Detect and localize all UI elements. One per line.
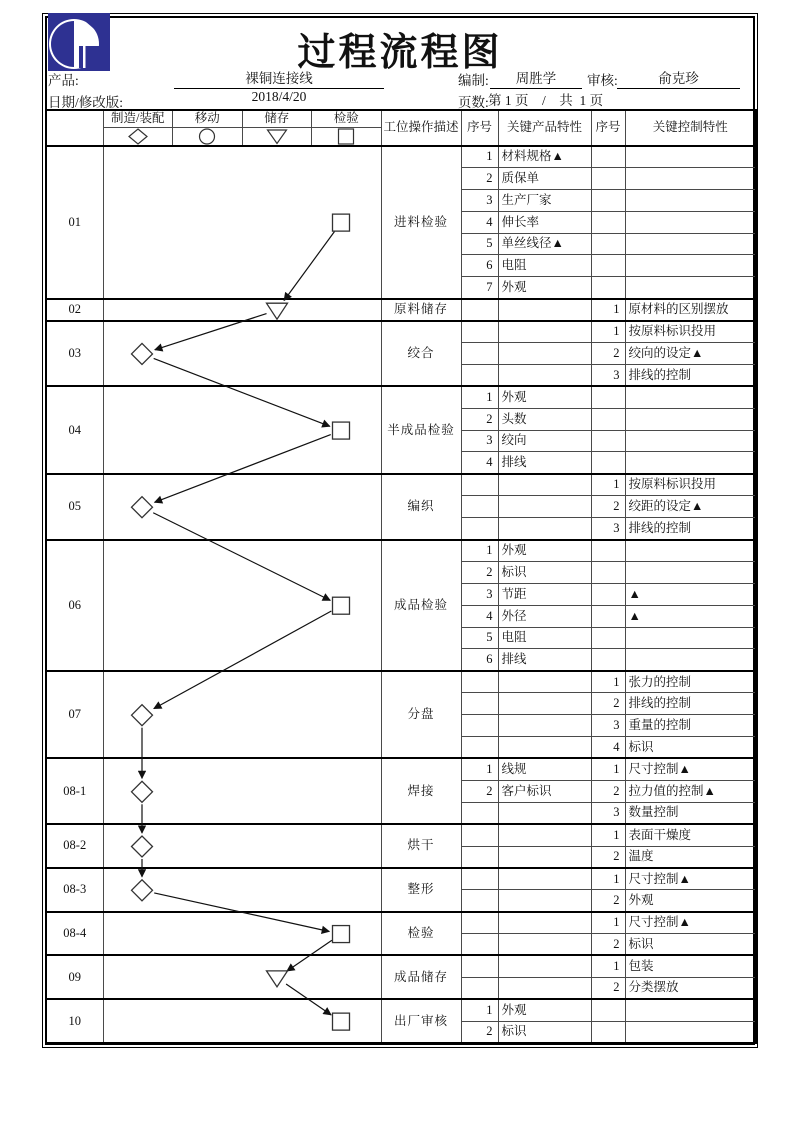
row-number: 06 [46,540,103,671]
product-seq [461,977,498,999]
row-number: 03 [46,321,103,387]
control-feature: 温度 [625,846,756,868]
control-feature: 尺寸控制▲ [625,758,756,780]
process-desc: 分盘 [381,671,461,759]
product-seq: 1 [461,999,498,1021]
product-seq: 5 [461,233,498,255]
process-desc: 成品储存 [381,955,461,999]
control-seq [591,277,625,299]
product-seq: 1 [461,758,498,780]
control-seq: 1 [591,868,625,890]
control-feature [625,255,756,277]
product-seq [461,912,498,934]
product-feature: 电阻 [498,627,591,649]
product-feature: 排线 [498,452,591,474]
flow-cell [103,299,381,321]
process-desc: 原料储存 [381,299,461,321]
control-feature: 绞距的设定▲ [625,496,756,518]
product-feature [498,890,591,912]
product-seq [461,824,498,846]
row-number: 04 [46,386,103,474]
control-seq [591,146,625,168]
control-seq [591,999,625,1021]
row-number: 01 [46,146,103,299]
product-feature [498,977,591,999]
product-seq [461,715,498,737]
product-seq: 1 [461,386,498,408]
control-feature [625,999,756,1021]
control-seq [591,605,625,627]
control-feature [625,146,756,168]
control-seq [591,408,625,430]
control-seq [591,211,625,233]
row-number: 08-4 [46,912,103,956]
control-seq: 2 [591,934,625,956]
control-feature: 绞向的设定▲ [625,343,756,365]
control-feature: ▲ [625,583,756,605]
process-desc: 半成品检验 [381,386,461,474]
product-feature [498,846,591,868]
product-feature: 生产厂家 [498,189,591,211]
product-feature [498,364,591,386]
product-seq: 3 [461,430,498,452]
control-feature: 分类摆放 [625,977,756,999]
date-label: 日期/修改版: [48,95,124,110]
control-feature: 按原料标识投用 [625,321,756,343]
product-feature [498,299,591,321]
control-feature: 标识 [625,934,756,956]
control-seq [591,452,625,474]
product-seq [461,299,498,321]
product-feature [498,518,591,540]
control-feature [625,277,756,299]
pages-label: 页数: [458,95,489,110]
control-feature [625,211,756,233]
corner-header-cell [46,110,103,146]
control-feature: ▲ [625,605,756,627]
control-feature: 表面干燥度 [625,824,756,846]
flow-cell [103,999,381,1043]
control-feature: 外观 [625,890,756,912]
product-feature [498,737,591,759]
control-seq: 2 [591,343,625,365]
product-seq [461,934,498,956]
product-seq [461,802,498,824]
control-seq: 1 [591,758,625,780]
product-seq [461,955,498,977]
product-feature: 节距 [498,583,591,605]
product-feature: 质保单 [498,167,591,189]
product-feature [498,343,591,365]
product-feature: 绞向 [498,430,591,452]
control-feature: 数量控制 [625,802,756,824]
product-seq: 4 [461,211,498,233]
control-feature [625,167,756,189]
control-seq: 2 [591,496,625,518]
control-feature: 尺寸控制▲ [625,868,756,890]
control-seq [591,583,625,605]
product-seq: 4 [461,452,498,474]
product-seq [461,671,498,693]
product-feature [498,693,591,715]
circle-icon [173,127,243,146]
product-seq [461,846,498,868]
product-seq: 2 [461,780,498,802]
product-seq [461,737,498,759]
process-desc: 编织 [381,474,461,540]
row-number: 02 [46,299,103,321]
flow-cell [103,474,381,540]
header-key-product-feature: 关键产品特性 [498,110,591,146]
control-feature [625,233,756,255]
product-feature: 单丝线径▲ [498,233,591,255]
header-key-control-feature: 关键控制特性 [625,110,756,146]
product-feature: 外观 [498,386,591,408]
control-seq: 2 [591,693,625,715]
product-seq: 6 [461,649,498,671]
product-value: 裸铜连接线 [174,67,384,89]
diamond-icon [103,127,173,146]
product-feature [498,715,591,737]
product-seq [461,518,498,540]
row-number: 08-1 [46,758,103,824]
control-seq: 1 [591,824,625,846]
control-feature: 排线的控制 [625,364,756,386]
header-seq-2: 序号 [591,110,625,146]
control-seq: 1 [591,321,625,343]
product-feature [498,496,591,518]
flow-cell [103,955,381,999]
process-desc: 进料检验 [381,146,461,299]
header-operation-desc: 工位操作描述 [381,110,461,146]
control-feature [625,386,756,408]
control-seq [591,430,625,452]
product-feature [498,934,591,956]
product-seq [461,364,498,386]
product-seq: 1 [461,146,498,168]
control-seq [591,540,625,562]
control-feature [625,1021,756,1043]
product-feature [498,671,591,693]
row-number: 05 [46,474,103,540]
control-feature [625,189,756,211]
header-move: 移动 [173,110,243,127]
flow-cell [103,824,381,868]
control-feature: 张力的控制 [625,671,756,693]
control-feature: 包装 [625,955,756,977]
product-seq: 4 [461,605,498,627]
control-seq [591,189,625,211]
control-feature [625,430,756,452]
control-feature: 原材料的区别摆放 [625,299,756,321]
product-seq [461,474,498,496]
control-seq: 4 [591,737,625,759]
control-feature: 排线的控制 [625,518,756,540]
row-number: 09 [46,955,103,999]
control-feature [625,452,756,474]
product-feature: 伸长率 [498,211,591,233]
control-seq: 1 [591,474,625,496]
product-seq: 6 [461,255,498,277]
product-feature [498,321,591,343]
row-number: 08-2 [46,824,103,868]
process-desc: 检验 [381,912,461,956]
product-feature: 线规 [498,758,591,780]
product-feature: 外观 [498,540,591,562]
flow-cell [103,868,381,912]
flow-cell [103,671,381,759]
product-feature: 头数 [498,408,591,430]
date-value: 2018/4/20 [251,89,307,104]
flow-cell [103,540,381,671]
reviewer-value: 俞克珍 [617,67,740,89]
product-feature: 客户标识 [498,780,591,802]
product-seq: 3 [461,583,498,605]
product-seq: 7 [461,277,498,299]
control-feature: 按原料标识投用 [625,474,756,496]
product-seq: 5 [461,627,498,649]
control-seq: 2 [591,846,625,868]
control-seq [591,1021,625,1043]
process-desc: 烘干 [381,824,461,868]
product-seq [461,890,498,912]
author-label: 编制: [458,73,489,88]
triangle-icon [242,127,312,146]
product-seq: 2 [461,167,498,189]
control-seq [591,167,625,189]
process-desc: 焊接 [381,758,461,824]
control-seq: 1 [591,955,625,977]
control-feature: 标识 [625,737,756,759]
product-seq [461,868,498,890]
control-seq [591,649,625,671]
product-feature: 标识 [498,561,591,583]
product-seq: 1 [461,540,498,562]
control-seq: 1 [591,912,625,934]
row-number: 08-3 [46,868,103,912]
product-seq: 3 [461,189,498,211]
author-value: 周胜学 [490,67,582,89]
product-seq: 2 [461,1021,498,1043]
control-feature [625,408,756,430]
control-feature [625,540,756,562]
flow-cell [103,386,381,474]
pages-value: 第 1 页 / 共 1 页 [488,89,740,110]
header-storage: 储存 [242,110,312,127]
product-feature [498,868,591,890]
control-seq: 1 [591,671,625,693]
page-title: 过程流程图 [297,32,503,74]
header-inspection: 检验 [312,110,382,127]
header-seq-1: 序号 [461,110,498,146]
control-seq: 2 [591,780,625,802]
control-seq: 3 [591,364,625,386]
product-seq [461,693,498,715]
product-seq [461,496,498,518]
control-seq: 2 [591,977,625,999]
control-feature: 尺寸控制▲ [625,912,756,934]
control-seq: 2 [591,890,625,912]
product-feature: 外观 [498,277,591,299]
control-feature: 重量的控制 [625,715,756,737]
control-seq: 3 [591,802,625,824]
process-desc: 绞合 [381,321,461,387]
product-feature [498,824,591,846]
control-seq [591,255,625,277]
row-number: 10 [46,999,103,1043]
control-seq [591,233,625,255]
product-feature [498,802,591,824]
product-feature [498,474,591,496]
product-feature [498,912,591,934]
product-feature: 外径 [498,605,591,627]
square-icon [312,127,382,146]
flow-cell [103,321,381,387]
header-manufacture-assembly: 制造/装配 [103,110,173,127]
product-feature: 材料规格▲ [498,146,591,168]
product-feature: 排线 [498,649,591,671]
product-seq: 2 [461,408,498,430]
process-desc: 出厂审核 [381,999,461,1043]
product-seq [461,321,498,343]
process-flow-table [45,109,757,1044]
product-seq [461,343,498,365]
reviewer-label: 审核: [587,73,618,88]
control-feature [625,649,756,671]
control-feature [625,561,756,583]
process-desc: 整形 [381,868,461,912]
control-seq: 3 [591,715,625,737]
control-seq: 3 [591,518,625,540]
control-seq [591,561,625,583]
control-seq [591,627,625,649]
flow-cell [103,758,381,824]
product-feature [498,955,591,977]
row-number: 07 [46,671,103,759]
product-seq: 2 [461,561,498,583]
control-feature [625,627,756,649]
product-feature: 标识 [498,1021,591,1043]
product-feature: 外观 [498,999,591,1021]
control-seq: 1 [591,299,625,321]
flow-cell [103,146,381,299]
product-label: 产品: [48,73,79,88]
control-feature: 排线的控制 [625,693,756,715]
flow-cell [103,912,381,956]
process-desc: 成品检验 [381,540,461,671]
control-feature: 拉力值的控制▲ [625,780,756,802]
product-feature: 电阻 [498,255,591,277]
control-seq [591,386,625,408]
